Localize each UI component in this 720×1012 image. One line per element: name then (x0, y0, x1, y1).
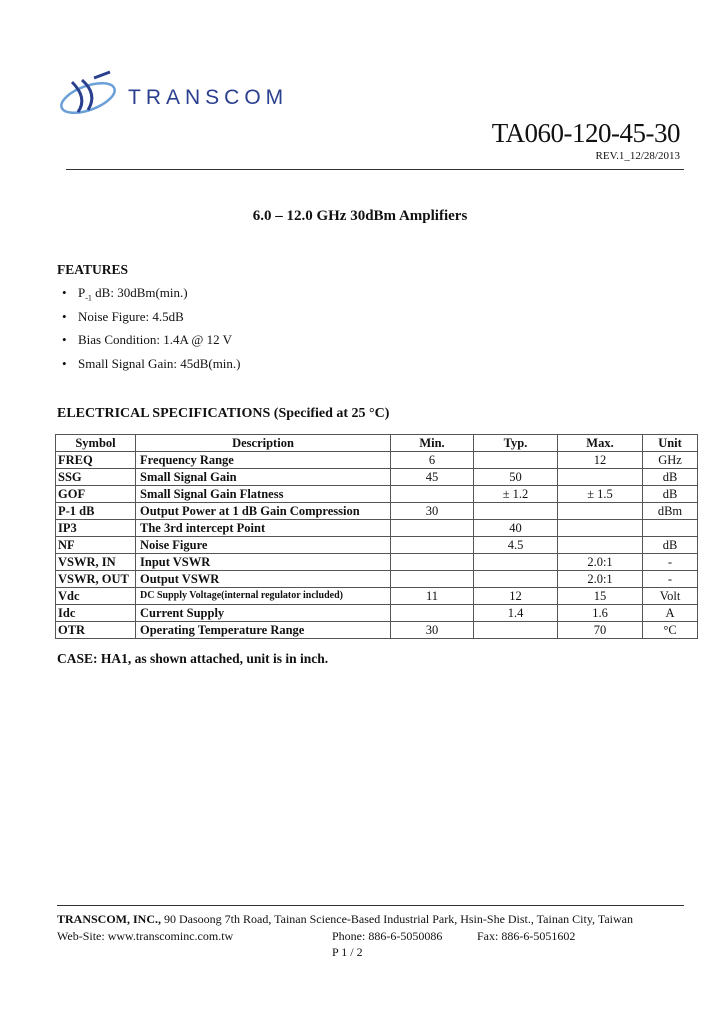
table-row (56, 588, 698, 605)
cell-unit: dBm (643, 503, 698, 520)
cell-typ (474, 554, 558, 571)
feature-item: • Noise Figure: 4.5dB (62, 309, 241, 333)
footer-website: Web-Site: www.transcominc.com.tw (57, 929, 234, 943)
cell-max (558, 520, 643, 537)
cell-max (558, 537, 643, 554)
cell-max (558, 469, 643, 486)
cell-desc: Operating Temperature Range (136, 622, 391, 639)
cell-desc: Frequency Range (136, 452, 391, 469)
table-row (56, 503, 698, 520)
footer-phone: Phone: 886-6-5050086 (332, 929, 443, 943)
cell-symbol: Idc (56, 605, 136, 622)
features-list (62, 285, 241, 379)
part-number: TA060-120-45-30 (491, 118, 680, 148)
cell-min: 30 (391, 503, 474, 520)
cell-unit: °C (643, 622, 698, 639)
cell-symbol: SSG (56, 469, 136, 486)
feature-item: • Bias Condition: 1.4A @ 12 V (62, 332, 241, 356)
company-logo (58, 68, 318, 124)
cell-min: 30 (391, 622, 474, 639)
cell-typ: 4.5 (474, 537, 558, 554)
cell-unit: Volt (643, 588, 698, 605)
cell-max: 70 (558, 622, 643, 639)
cell-symbol: OTR (56, 622, 136, 639)
col-max: Max. (558, 435, 643, 452)
cell-min (391, 486, 474, 503)
cell-desc: Noise Figure (136, 537, 391, 554)
table-row (56, 554, 698, 571)
cell-max: 2.0:1 (558, 554, 643, 571)
cell-max: ± 1.5 (558, 486, 643, 503)
cell-desc: Input VSWR (136, 554, 391, 571)
specs-table (55, 434, 698, 639)
table-row (56, 486, 698, 503)
feature-item: • $P_{-1}$ dB: 30dBm(min.) (62, 285, 241, 309)
cell-min: 6 (391, 452, 474, 469)
cell-unit: - (643, 571, 698, 588)
feature-item: • Small Signal Gain: 45dB(min.) (62, 356, 241, 380)
cell-min (391, 571, 474, 588)
cell-symbol: VSWR, IN (56, 554, 136, 571)
cell-typ: ± 1.2 (474, 486, 558, 503)
cell-max: 15 (558, 588, 643, 605)
table-row (56, 622, 698, 639)
cell-typ (474, 503, 558, 520)
cell-unit: dB (643, 486, 698, 503)
table-row (56, 605, 698, 622)
cell-unit: dB (643, 469, 698, 486)
header-divider (66, 169, 684, 170)
cell-symbol: Vdc (56, 588, 136, 605)
cell-min (391, 605, 474, 622)
cell-min (391, 537, 474, 554)
cell-desc: DC Supply Voltage(internal regulator included) (136, 588, 391, 605)
footer-address-line (57, 912, 633, 927)
cell-min (391, 520, 474, 537)
cell-desc: Output VSWR (136, 571, 391, 588)
cell-typ: 40 (474, 520, 558, 537)
cell-typ: 12 (474, 588, 558, 605)
footer-divider (57, 905, 684, 906)
cell-symbol: IP3 (56, 520, 136, 537)
cell-min: 11 (391, 588, 474, 605)
cell-unit: - (643, 554, 698, 571)
cell-min (391, 554, 474, 571)
cell-typ: 50 (474, 469, 558, 486)
cell-unit: dB (643, 537, 698, 554)
footer-company: TRANSCOM, INC., (57, 912, 162, 926)
cell-typ (474, 571, 558, 588)
col-description: Description (136, 435, 391, 452)
cell-symbol: GOF (56, 486, 136, 503)
case-note: CASE: HA1, as shown attached, unit is in inch. (57, 651, 329, 666)
col-symbol: Symbol (56, 435, 136, 452)
cell-symbol: FREQ (56, 452, 136, 469)
cell-symbol: P-1 dB (56, 503, 136, 520)
cell-max: 2.0:1 (558, 571, 643, 588)
cell-symbol: NF (56, 537, 136, 554)
cell-desc: Output Power at 1 dB Gain Compression (136, 503, 391, 520)
footer-fax: Fax: 886-6-5051602 (477, 929, 576, 943)
cell-desc: Small Signal Gain (136, 469, 391, 486)
cell-unit (643, 520, 698, 537)
revision: REV.1_12/28/2013 (595, 150, 680, 162)
features-heading: FEATURES (57, 262, 129, 277)
specs-heading: ELECTRICAL SPECIFICATIONS (Specified at 25 °C) (57, 406, 390, 421)
cell-typ (474, 622, 558, 639)
table-row (56, 452, 698, 469)
footer-address: 90 Dasoong 7th Road, Tainan Science-Based Industrial Park, Hsin-She Dist., Tainan City, Taiwan (164, 912, 633, 926)
footer-contact-line (57, 929, 677, 944)
cell-typ (474, 452, 558, 469)
cell-desc: Small Signal Gain Flatness (136, 486, 391, 503)
col-min: Min. (391, 435, 474, 452)
cell-max: 12 (558, 452, 643, 469)
col-typ: Typ. (474, 435, 558, 452)
table-row (56, 520, 698, 537)
cell-max: 1.6 (558, 605, 643, 622)
cell-typ: 1.4 (474, 605, 558, 622)
cell-desc: Current Supply (136, 605, 391, 622)
col-unit: Unit (643, 435, 698, 452)
cell-desc: The 3rd intercept Point (136, 520, 391, 537)
cell-unit: A (643, 605, 698, 622)
page-title: 6.0 – 12.0 GHz 30dBm Amplifiers (252, 208, 468, 224)
page-number: P 1 / 2 (332, 945, 363, 959)
cell-max (558, 503, 643, 520)
transcom-logo-icon (58, 68, 128, 124)
table-row (56, 469, 698, 486)
table-header-row (56, 435, 698, 452)
cell-symbol: VSWR, OUT (56, 571, 136, 588)
table-row (56, 537, 698, 554)
cell-unit: GHz (643, 452, 698, 469)
cell-min: 45 (391, 469, 474, 486)
table-row (56, 571, 698, 588)
logo-text: TRANSCOM (128, 86, 289, 109)
